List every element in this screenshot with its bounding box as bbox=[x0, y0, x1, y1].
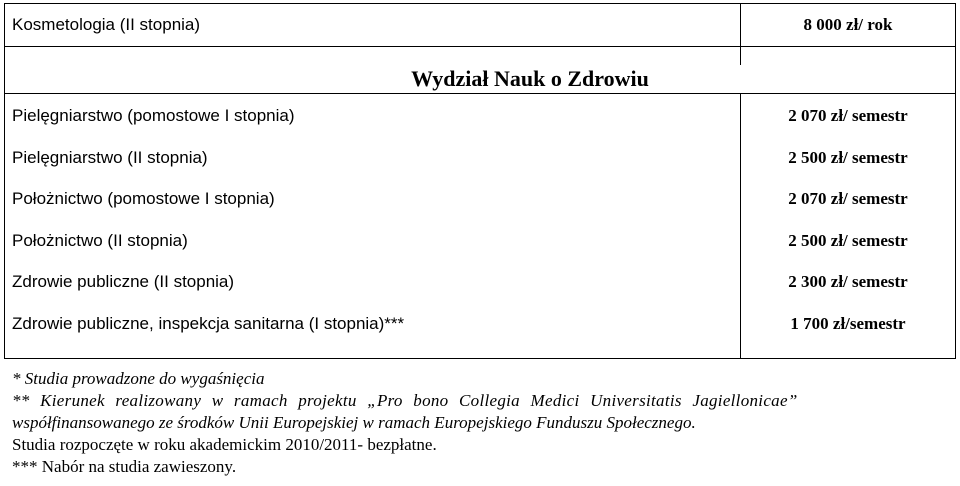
program-name: Pielęgniarstwo (II stopnia) bbox=[12, 147, 208, 167]
program-fee: 2 500 zł/ semestr bbox=[788, 230, 908, 250]
program-name: Zdrowie publiczne, inspekcja sanitarna (I stopnia)*** bbox=[12, 313, 405, 333]
spacer-row bbox=[5, 47, 956, 66]
program-name: Położnictwo (II stopnia) bbox=[12, 230, 188, 250]
footnote-2-free-note: Studia rozpoczęte w roku akademickim 2010/2011- bezpłatne. bbox=[12, 435, 437, 454]
program-fees-cell bbox=[741, 94, 956, 359]
program-name: Kosmetologia (II stopnia) bbox=[5, 4, 741, 47]
program-fee: 2 070 zł/ semestr bbox=[788, 106, 908, 125]
table-row bbox=[5, 4, 956, 47]
program-fee: 2 070 zł/ semestr bbox=[788, 189, 908, 208]
footnote-1: * Studia prowadzone do wygaśnięcia bbox=[12, 369, 265, 388]
footnote-3: *** Nabór na studia zawieszony. bbox=[12, 457, 237, 476]
section-header-row bbox=[5, 65, 956, 94]
section-title: Wydział Nauk o Zdrowiu bbox=[5, 65, 956, 94]
program-fee: 2 300 zł/ semestr bbox=[788, 272, 908, 291]
program-names-cell bbox=[5, 94, 741, 359]
program-fee: 2 500 zł/ semestr bbox=[788, 147, 908, 167]
program-name: Zdrowie publiczne (II stopnia) bbox=[12, 272, 235, 291]
table-row bbox=[5, 94, 956, 359]
program-name: Położnictwo (pomostowe I stopnia) bbox=[12, 189, 275, 208]
program-name: Pielęgniarstwo (pomostowe I stopnia) bbox=[12, 106, 295, 125]
footnote-2: ** Kierunek realizowany w ramach projektu „Pro bono Collegia Medici Universitatis Jagiellonicae” bbox=[12, 391, 798, 410]
tuition-fee-table bbox=[4, 3, 956, 359]
program-fee: 1 700 zł/semestr bbox=[790, 313, 906, 333]
footnote-2-continued: współfinansowanego ze środków Unii Europejskiej w ramach Europejskiego Funduszu Społecznego. bbox=[12, 413, 696, 432]
footnotes bbox=[12, 368, 946, 478]
program-fee: 8 000 zł/ rok bbox=[741, 4, 956, 47]
